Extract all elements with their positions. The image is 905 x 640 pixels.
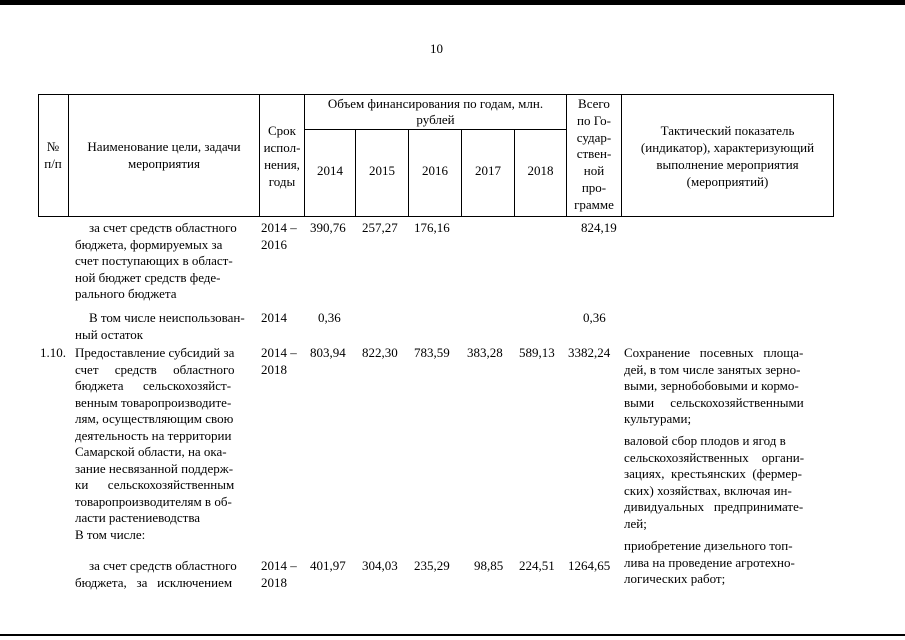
header-year-2016: 2016 — [422, 163, 448, 178]
row3-name-line7: Самарской области, на ока- — [75, 444, 227, 459]
header-indicator: Тактический показатель (индикатор), характеризующий выполнение мероприятия (мероприятий) — [640, 123, 815, 189]
row2-total: 0,36 — [583, 310, 606, 325]
row3-value-2016: 783,59 — [414, 345, 450, 360]
row4-value-2017: 98,85 — [474, 558, 504, 573]
row3-name-line5: лям, осуществляющим свою — [75, 411, 234, 426]
row4-value-2014: 401,97 — [310, 558, 346, 573]
row4-name-line1: за счет средств областного — [89, 558, 237, 573]
row3-num: 1.10. — [40, 345, 66, 360]
row4-term: 2014 – 2018 — [261, 558, 297, 590]
table-border-right — [833, 94, 834, 217]
row1-value-2016: 176,16 — [414, 220, 450, 235]
row3-name-line9: ки сельскохозяйственным — [75, 477, 235, 492]
row3-name-line4: венным товаропроизводите- — [75, 394, 232, 410]
row1-name-line4: ной бюджет средств феде- — [75, 269, 221, 285]
table-border-top — [38, 94, 833, 95]
row1-term: 2014 – 2016 — [261, 220, 297, 252]
page-number: 10 — [430, 41, 443, 56]
row3-name-line1: Предоставление субсидий за — [75, 345, 235, 360]
row3-term: 2014 – 2018 — [261, 345, 297, 377]
table-header-bottom — [38, 216, 833, 217]
row3-name-line2: счет средств областного — [75, 361, 235, 377]
row3-name-line6: деятельность на территории — [75, 427, 232, 443]
header-name: Наименование цели, задачи мероприятия — [87, 139, 241, 171]
row4-total: 1264,65 — [568, 558, 611, 573]
row2-name-line2: ный остаток — [75, 326, 144, 342]
row4-name-line2: бюджета, за исключением — [75, 574, 233, 590]
row2-term: 2014 — [261, 310, 287, 325]
row1-name-line2: бюджета, формируемых за — [75, 236, 223, 252]
row1-name-line3: счет поступающих в област- — [75, 253, 233, 268]
row3-name-line8: зание несвязанной поддерж- — [75, 460, 234, 476]
row1-name-line5: рального бюджета — [75, 286, 177, 301]
row1-total: 824,19 — [581, 220, 617, 235]
header-year-2017: 2017 — [475, 163, 501, 178]
header-funding: Объем финансирования по годам, млн. рублей — [327, 96, 544, 127]
row3-value-2014: 803,94 — [310, 345, 346, 360]
row2-value-2014: 0,36 — [318, 310, 341, 325]
row3-value-2017: 383,28 — [467, 345, 503, 360]
funding-subheader-line — [304, 129, 566, 130]
row3-name-line3: бюджета сельскохозяйст- — [75, 378, 232, 393]
row3-indicator-1: Сохранение посевных площа- дей, в том числе занятых зерно- выми, зернобобовыми и кормо- выми сельскохозяйственными культурами; — [624, 345, 804, 426]
row3-value-2018: 589,13 — [519, 345, 555, 360]
header-year-2015: 2015 — [369, 163, 395, 178]
row1-name-line1: за счет средств областного — [89, 220, 237, 235]
row4-value-2016: 235,29 — [414, 558, 450, 573]
header-term: Срок испол- нения, годы — [263, 123, 301, 189]
row4-value-2018: 224,51 — [519, 558, 555, 573]
header-year-2018: 2018 — [527, 163, 554, 178]
row1-value-2014: 390,76 — [310, 220, 346, 235]
row3-indicator-2: валовой сбор плодов и ягод в сельскохозяйственных органи- зациях, крестьянских (фермер- ских) хозяйствах, включая ин- дивидуальных предпринимате- лей; — [624, 433, 805, 531]
row3-name-line11: ласти растениеводства — [75, 510, 201, 525]
header-num: № п/п — [44, 139, 62, 171]
header-total: Всего по Го- судар- ствен- ной про- грамме — [574, 96, 614, 212]
row3-name-line12: В том числе: — [75, 526, 146, 542]
row3-name-line10: товаропроизводителям в об- — [75, 493, 232, 509]
scan-edge-bottom — [0, 634, 905, 636]
row1-value-2015: 257,27 — [362, 220, 398, 235]
row2-name-line1: В том числе неиспользован- — [89, 310, 245, 325]
header-year-2014: 2014 — [317, 163, 343, 178]
row4-value-2015: 304,03 — [362, 558, 398, 573]
row3-indicator-3: приобретение дизельного топ- лива на проведение агротехно- логических работ; — [624, 538, 795, 586]
row3-total: 3382,24 — [568, 345, 611, 360]
row3-value-2015: 822,30 — [362, 345, 398, 360]
scan-edge-top — [0, 0, 905, 5]
